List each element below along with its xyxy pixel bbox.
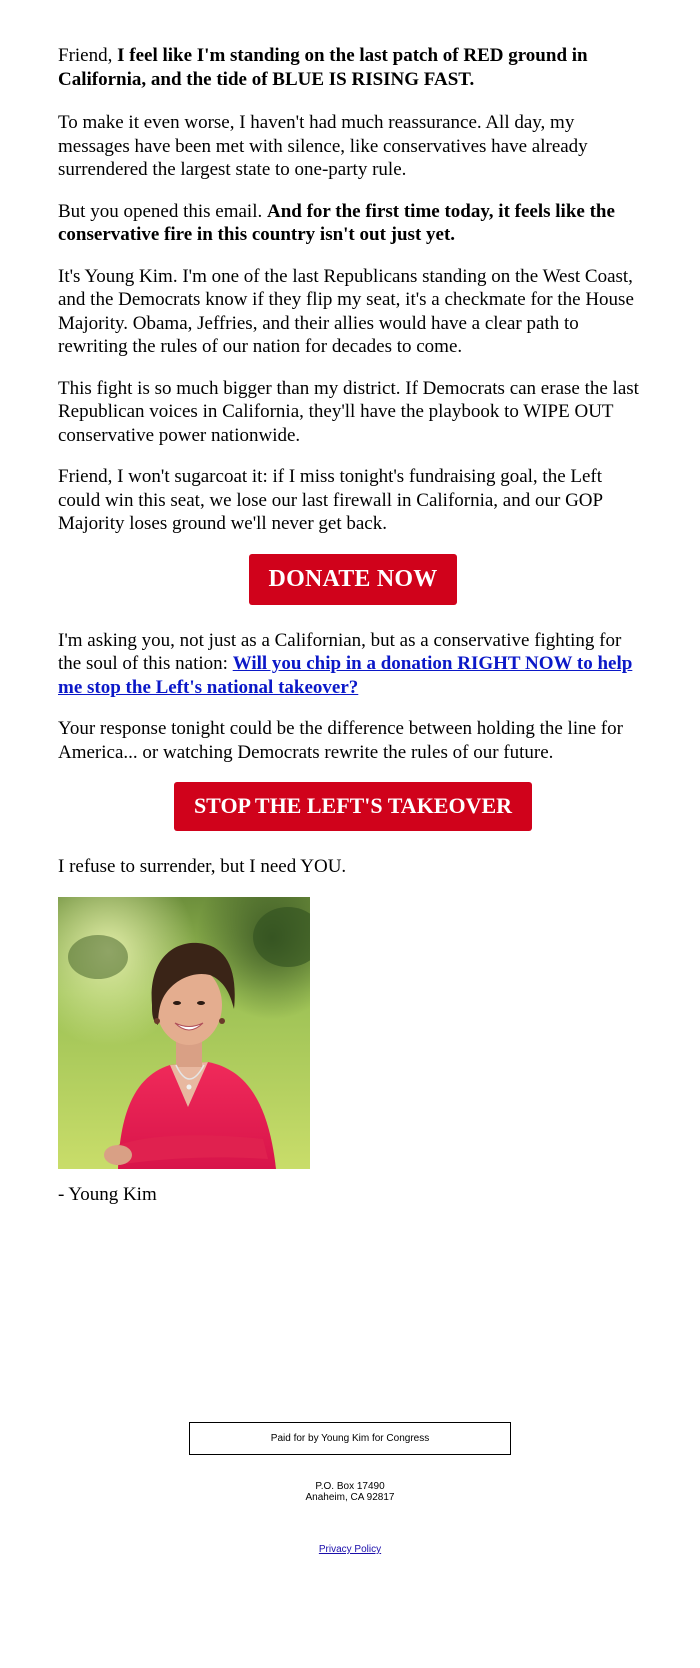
paid-for-disclaimer: Paid for by Young Kim for Congress	[189, 1422, 511, 1455]
paragraph-opened-email	[58, 200, 648, 247]
greeting: Friend,	[58, 45, 118, 66]
donate-button-row	[58, 554, 648, 605]
candidate-photo	[58, 897, 310, 1169]
signature: - Young Kim	[58, 1183, 157, 1205]
mailing-address	[0, 1481, 700, 1503]
paragraph-ask	[58, 629, 648, 700]
address-line-2: Anaheim, CA 92817	[305, 1492, 395, 1503]
paragraph-fundraising-goal: Friend, I won't sugarcoat it: if I miss tonight's fundraising goal, the Left could win this seat, we lose our last firewall in California, and our GOP Majority loses ground we'll never get back.	[58, 466, 603, 534]
stop-takeover-button[interactable]: STOP THE LEFT'S TAKEOVER	[174, 782, 532, 831]
paragraph-refuse: I refuse to surrender, but I need YOU.	[58, 856, 347, 877]
email-body	[58, 44, 648, 1224]
donate-inline-link[interactable]: Will you chip in a donation RIGHT NOW to help me stop the Left's national takeover?	[58, 653, 633, 698]
stop-button-row	[58, 782, 648, 831]
address-line-1: P.O. Box 17490	[315, 1481, 385, 1492]
opened-email-text: But you opened this email.	[58, 200, 267, 222]
paragraph-bigger-fight: This fight is so much bigger than my district. If Democrats can erase the last Republican voices in California, they'll have the playbook to WIPE OUT conservative power nationwide.	[58, 377, 639, 446]
paragraph-reassurance: To make it even worse, I haven't had much reassurance. All day, my messages have been met with silence, like conservatives have already surrendered the largest state to one-party rule.	[58, 112, 588, 180]
footer	[0, 1422, 700, 1555]
ask-text: I'm asking you, not just as a Californian, but as a conservative fighting for the soul of this nation:	[58, 629, 622, 674]
intro-bold-text: I feel like I'm standing on the last patch of RED ground in California, and the tide of BLUE IS RISING FAST.	[58, 45, 588, 90]
paragraph-young-kim: It's Young Kim. I'm one of the last Republicans standing on the West Coast, and the Democrats know if they flip my seat, it's a checkmate for the House Majority. Obama, Jeffries, and their allies would have a clear path to rewriting the rules of our nation for decades to come.	[58, 265, 634, 357]
privacy-policy-link[interactable]: Privacy Policy	[318, 1544, 382, 1555]
opened-email-bold: And for the first time today, it feels like the conservative fire in this country isn't out just yet.	[58, 200, 615, 245]
paragraph-response: Your response tonight could be the difference between holding the line for America... or watching Democrats rewrite the rules of our future.	[58, 718, 623, 763]
paragraph-intro	[58, 44, 648, 91]
donate-now-button[interactable]: DONATE NOW	[249, 554, 458, 605]
